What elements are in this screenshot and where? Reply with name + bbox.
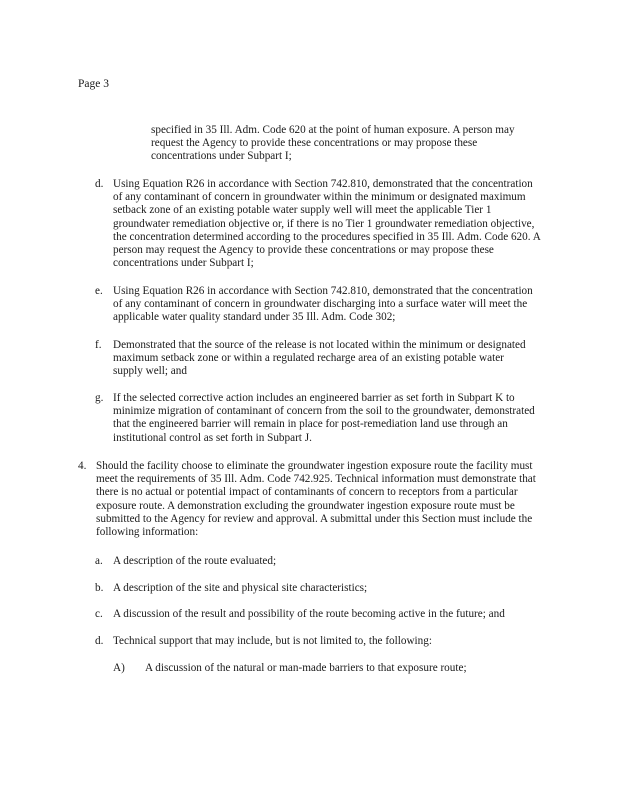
list-marker: c.	[95, 608, 103, 620]
subitem-text: A discussion of the natural or man-made barriers to that exposure route;	[145, 662, 467, 674]
list-marker: b.	[95, 582, 104, 594]
list-marker: g.	[95, 392, 104, 404]
list-marker: d.	[95, 178, 104, 190]
list-item-text: Using Equation R26 in accordance with Section 742.810, demonstrated that the concentration of any contaminant of concern in groundwater within the minimum or designated maximum setback zone of an existing potable water supply well will meet the applicable Tier 1 groundwater remediation objective or, if there is no Tier 1 groundwater remediation objective, the concentration determined according to the procedures specified in 35 Ill. Adm. Code 620. A person may request the Agency to provide these concentrations or may propose these concentrations under Subpart I;	[113, 178, 541, 270]
intro-paragraph: specified in 35 Ill. Adm. Code 620 at the point of human exposure. A person may request the Agency to provide these concentrations or may propose these concentrations under Subpart I;	[151, 124, 515, 163]
section-4-text: Should the facility choose to eliminate the groundwater ingestion exposure route the facility must meet the requirements of 35 Ill. Adm. Code 742.925. Technical information must demonstrate that there is no actual or potential impact of contaminants of concern to receptors from a particular exposure route. A demonstration excluding the groundwater ingestion exposure route must be submitted to the Agency for review and approval. A submittal under this Section must include the following information:	[96, 460, 536, 539]
list-marker: e.	[95, 285, 103, 297]
list-marker: f.	[95, 339, 102, 351]
list-item-text: A discussion of the result and possibility of the route becoming active in the future; and	[113, 608, 505, 620]
list-item-text: If the selected corrective action includes an engineered barrier as set forth in Subpart K to minimize migration of contaminant of concern from the soil to the groundwater, demonstrated that the engineered barrier will remain in place for post-remediation land use through an institutional control as set forth in Subpart J.	[113, 392, 535, 444]
list-item-text: Using Equation R26 in accordance with Section 742.810, demonstrated that the concentration of any contaminant of concern in groundwater discharging into a surface water will meet the applicable water quality standard under 35 Ill. Adm. Code 302;	[113, 285, 533, 324]
subitem-marker: A)	[113, 662, 125, 674]
list-item-text: Demonstrated that the source of the release is not located within the minimum or designated maximum setback zone or within a regulated recharge area of an existing potable water supply well; and	[113, 339, 526, 378]
section-marker: 4.	[78, 460, 87, 472]
page-number: Page 3	[78, 78, 109, 90]
list-item-text: A description of the route evaluated;	[113, 555, 277, 567]
list-item-text: Technical support that may include, but is not limited to, the following:	[113, 635, 432, 647]
list-marker: d.	[95, 635, 104, 647]
list-marker: a.	[95, 555, 103, 567]
list-item-text: A description of the site and physical site characteristics;	[113, 582, 368, 594]
